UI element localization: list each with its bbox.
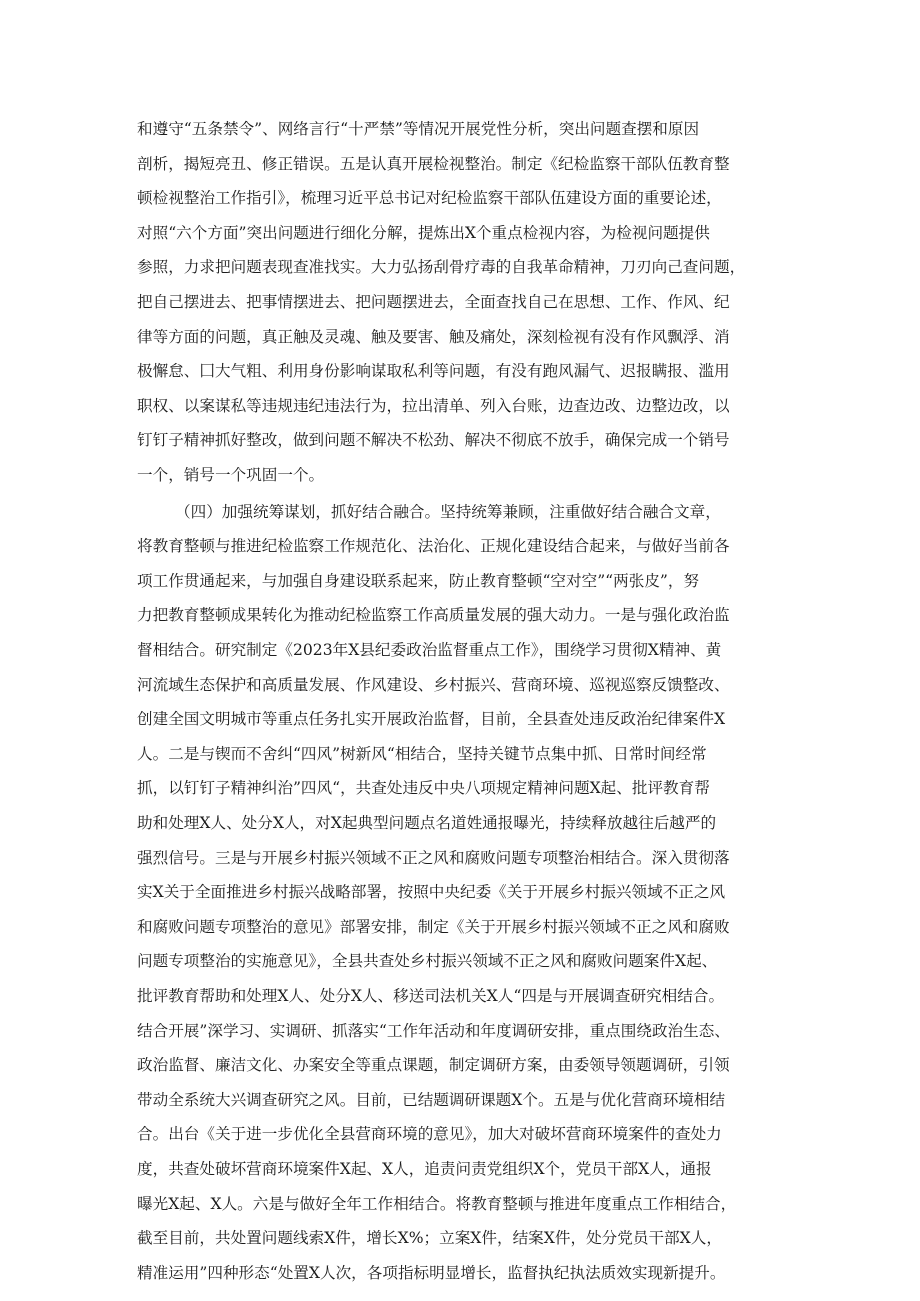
paragraph-line: 度，共查处破坏营商环境案件X起、X人，追责问责党组织X个，党员干部X人，通报 xyxy=(137,1160,712,1178)
paragraph-line: 力把教育整顿成果转化为推动纪检监察工作高质量发展的强大动力。一是与强化政治监 xyxy=(137,606,730,624)
paragraph-line: 钉钉子精神抓好整改，做到问题不解决不松劲、解决不彻底不放手，确保完成一个销号 xyxy=(137,431,730,449)
paragraph-line: 和腐败问题专项整治的意见》部署安排，制定《关于开展乡村振兴领域不正之风和腐败 xyxy=(137,918,730,936)
paragraph-line: 精准运用”四种形态“处置X人次，各项指标明显增长，监督执纪执法质效实现新提升。 xyxy=(137,1264,726,1282)
paragraph-line: 强烈信号。三是与开展乡村振兴领域不正之风和腐败问题专项整治相结合。深入贯彻落 xyxy=(137,849,730,867)
paragraph-line: 对照“六个方面”突出问题进行细化分解，提炼出X个重点检视内容，为检视问题提供 xyxy=(137,224,710,242)
paragraph-line: 批评教育帮助和处理X人、处分X人、移送司法机关X人“四是与开展调查研究相结合。 xyxy=(137,987,725,1005)
paragraph-line: 助和处理X人、处分X人，对X起典型问题点名道姓通报曝光，持续释放越往后越严的 xyxy=(137,814,717,832)
paragraph-line: 将教育整顿与推进纪检监察工作规范化、法治化、正规化建设结合起来，与做好当前各 xyxy=(137,537,730,555)
paragraph-line: 人。二是与锲而不舍纠“四风”树新风“相结合，坚持关键节点集中抓、日常时间经常 xyxy=(137,745,707,763)
paragraph-line: 实X关于全面推进乡村振兴战略部署，按照中央纪委《关于开展乡村振兴领域不正之风 xyxy=(137,883,726,901)
paragraph-line: 合。出台《关于进一步优化全县营商环境的意见》，加大对破坏营商环境案件的查处力 xyxy=(137,1125,722,1143)
paragraph-line: 曝光X起、X人。六是与做好全年工作相结合。将教育整顿与推进年度重点工作相结合， xyxy=(137,1195,737,1213)
paragraph-line: 问题专项整治的实施意见》，全县共查处乡村振兴领域不正之风和腐败问题案件X起、 xyxy=(137,952,718,970)
paragraph-line: 职权、以案谋私等违规违纪违法行为，拉出清单、列入台账，边查边改、边整边改，以 xyxy=(137,397,730,415)
paragraph-line: 律等方面的问题，真正触及灵魂、触及要害、触及痛处，深刻检视有没有作风飘浮、消 xyxy=(137,328,730,346)
paragraph-line: 督相结合。研究制定《2023年X县纪委政治监督重点工作》，围绕学习贯彻X精神、黄 xyxy=(137,641,722,659)
paragraph-line: 项工作贯通起来，与加强自身建设联系起来，防止教育整顿“空对空”“两张皮”，努 xyxy=(137,572,700,590)
paragraph-line: 参照，力求把问题表现查准找实。大力弘扬刮骨疗毒的自我革命精神，刀刃向己查问题， xyxy=(137,258,746,276)
paragraph-line: 创建全国文明城市等重点任务扎实开展政治监督，目前，全县查处违反政治纪律案件X xyxy=(137,710,726,728)
paragraph-line: 剖析，揭短亮丑、修正错误。五是认真开展检视整治。制定《纪检监察干部队伍教育整 xyxy=(137,155,730,173)
paragraph-line: 政治监督、廉洁文化、办案安全等重点课题，制定调研方案，由委领导领题调研，引领 xyxy=(137,1056,730,1074)
paragraph-line: 极懈怠、囗大气粗、利用身份影响谋取私利等问题，有没有跑风漏气、迟报瞒报、滥用 xyxy=(137,362,730,380)
paragraph-line: 和遵守“五条禁令”、网络言行“十严禁”等情况开展党性分析，突出问题查摆和原因 xyxy=(137,120,700,138)
paragraph-line: 带动全系统大兴调查研究之风。目前，已结题调研课题X个。五是与优化营商环境相结 xyxy=(137,1091,726,1109)
paragraph-line: 把自己摆进去、把事情摆进去、把问题摆进去，全面查找自己在思想、工作、作风、纪 xyxy=(137,293,730,311)
paragraph-line: 抓，以钉钉子精神纠治”四风“，共查处违反中央八项规定精神问题X起、批评教育帮 xyxy=(137,779,710,797)
section-heading-line: （四）加强统筹谋划，抓好结合融合。坚持统筹兼顾，注重做好结合融合文章， xyxy=(175,503,721,521)
paragraph-line: 截至目前，共处置问题线索X件，增长X%；立案X件，结案X件，处分党员干部X人， xyxy=(137,1229,722,1247)
paragraph-line: 结合开展”深学习、实调研、抓落实“工作年活动和年度调研安排，重点围绕政治生态、 xyxy=(137,1022,730,1040)
paragraph-line: 一个，销号一个巩固一个。 xyxy=(137,466,325,484)
paragraph-line: 河流域生态保护和高质量发展、作风建设、乡村振兴、营商环境、巡视巡察反馈整改、 xyxy=(137,676,730,694)
paragraph-line: 顿检视整治工作指引》，梳理习近平总书记对纪检监察干部队伍建设方面的重要论述， xyxy=(137,189,722,207)
